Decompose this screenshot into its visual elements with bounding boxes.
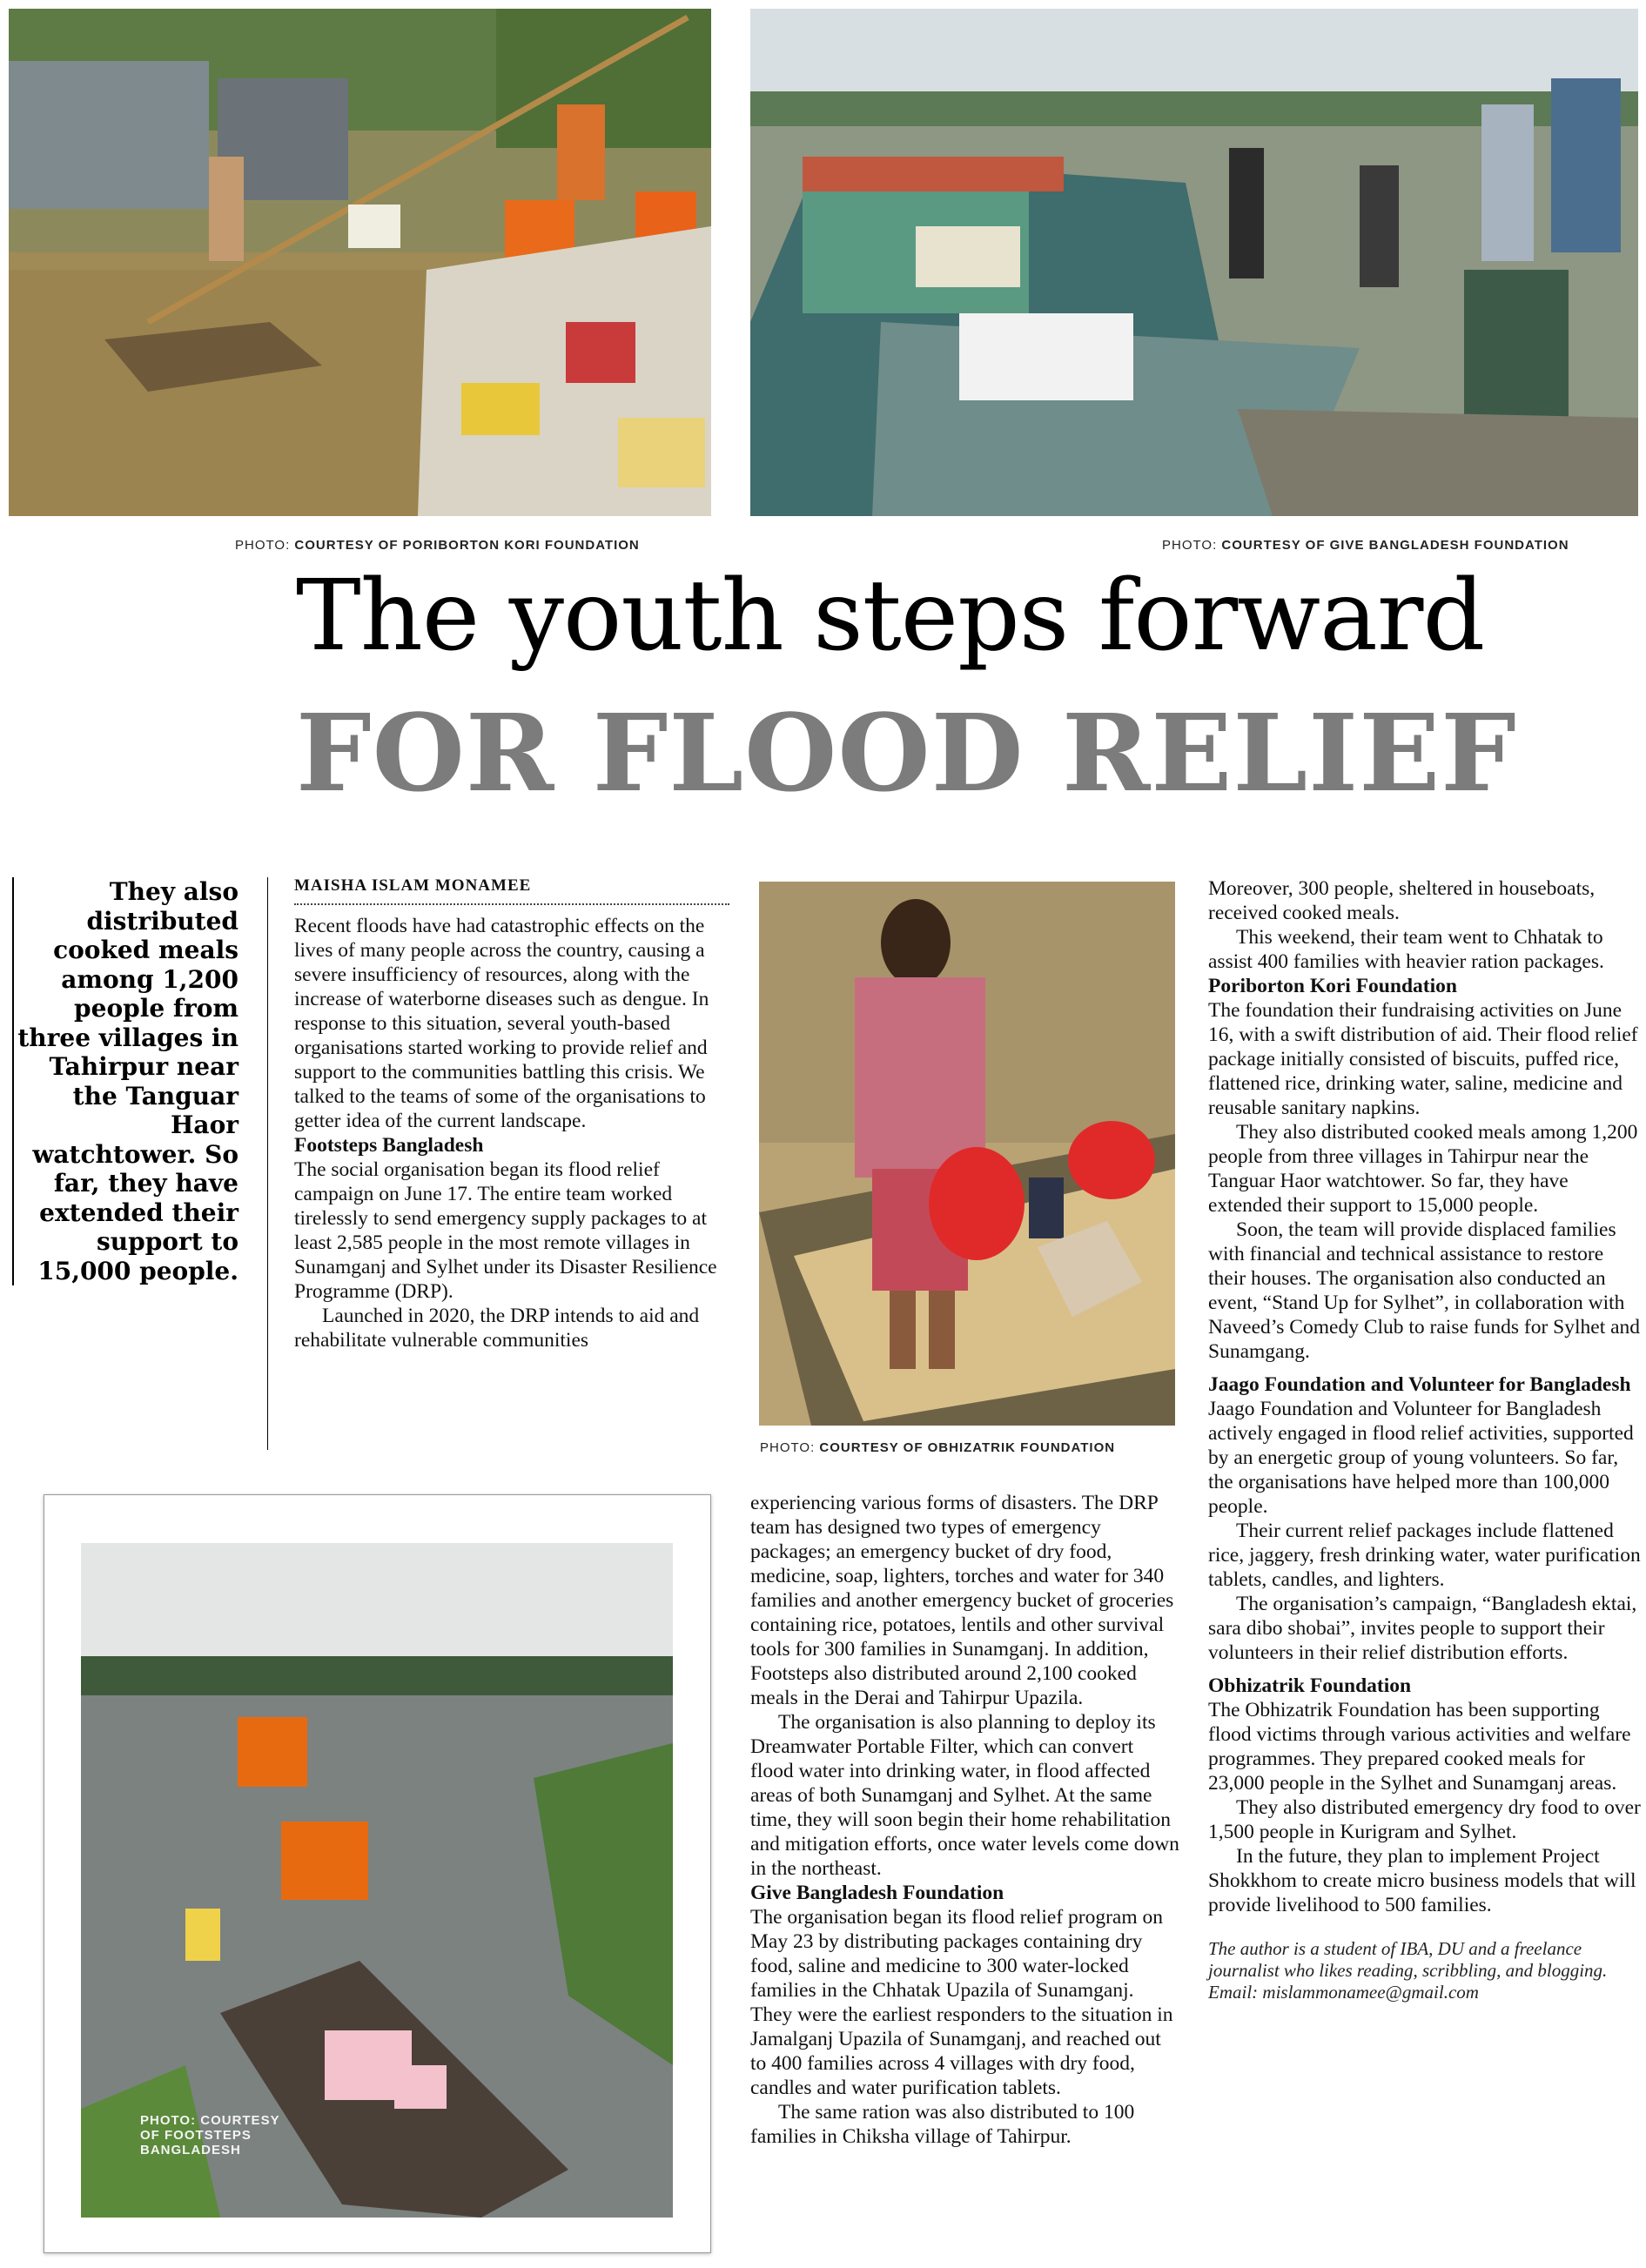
- paragraph: The Obhizatrik Foundation has been supporting flood victims through various activities and welfare programmes. They prepared cooked meals for 23,000 people in the Sylhet and Sunamganj areas.: [1208, 1699, 1631, 1795]
- paragraph: Moreover, 300 people, sheltered in houseboats, received cooked meals.: [1208, 877, 1596, 924]
- paragraph: Jaago Foundation and Volunteer for Bangladesh actively engaged in flood relief activities, supported by an energetic group of young volunteers. So far, the organisations have helped more than 100,000 people.: [1208, 1398, 1634, 1518]
- article-column-2: [750, 1491, 1180, 2149]
- photo-girl-on-boat: [759, 882, 1175, 1426]
- paragraph: In the future, they plan to implement Project Shokkhom to create micro business models that will provide livelihood to 500 families.: [1208, 1845, 1636, 1916]
- paragraph: experiencing various forms of disasters. The DRP team has designed two types of emergency packages; an emergency bucket of dry food, medicine, soap, lighters, torches and water for 340 families and another emergency bucket of groceries containing rice, potatoes, lentils and other survival tools for 300 families in Sunamganj. In addition, Footsteps also distributed around 2,100 cooked meals in the Derai and Tahirpur Upazila.: [750, 1492, 1174, 1709]
- subhead-give-bangladesh: Give Bangladesh Foundation: [750, 1882, 1004, 1904]
- photo-boat-loading: [750, 9, 1638, 516]
- photo-credit-obhizatrik: PHOTO: COURTESY OF OBHIZATRIK FOUNDATION: [760, 1440, 1116, 1455]
- paragraph: This weekend, their team went to Chhatak to assist 400 families with heavier ration packages.: [1208, 926, 1604, 973]
- paragraph: The organisation’s campaign, “Bangladesh ektai, sara dibo shobai”, invites people to support their volunteers in their relief distribution efforts.: [1208, 1593, 1637, 1664]
- article-column-1: [294, 874, 729, 1352]
- subhead-obhizatrik: Obhizatrik Foundation: [1208, 1674, 1412, 1697]
- photo-flood-raft: [9, 9, 711, 516]
- paragraph: The foundation their fundraising activities on June 16, with a swift distribution of aid. Their flood relief package initially consisted of biscuits, puffed rice, flattened rice, drinking water, saline, medicine and reusable sanitary napkins.: [1208, 999, 1638, 1119]
- paragraph: Soon, the team will provide displaced families with financial and technical assistance to restore their houses. The organisation also conducted an event, “Stand Up for Sylhet”, in collaboration with Naveed’s Comedy Club to raise funds for Sylhet and Sunamgang.: [1208, 1218, 1641, 1363]
- paragraph: They also distributed emergency dry food to over 1,500 people in Kurigram and Sylhet.: [1208, 1796, 1641, 1843]
- headline-line-2: FOR FLOOD RELIEF: [296, 690, 1517, 815]
- paragraph: Their current relief packages include flattened rice, jaggery, fresh drinking water, water purification tablets, candles, and lighters.: [1208, 1520, 1641, 1591]
- paragraph: The social organisation began its flood relief campaign on June 17. The entire team worked tirelessly to send emergency supply packages to at least 2,585 people in the most remote villages in Sunamganj and Sylhet under its Disaster Resilience Programme (DRP).: [294, 1158, 717, 1303]
- subhead-poriborton: Poriborton Kori Foundation: [1208, 975, 1457, 997]
- article-column-3: [1208, 876, 1641, 2003]
- pull-quote: They also distributed cooked meals among 1,200 people from three villages in Tahirpur near the Tanguar Haor watchtower. So far, they have extended their support to 15,000 people.: [12, 877, 239, 1285]
- headline-line-1: The youth steps forward: [296, 560, 1485, 673]
- byline: MAISHA ISLAM MONAMEE: [294, 874, 729, 905]
- subhead-footsteps: Footsteps Bangladesh: [294, 1134, 484, 1157]
- paragraph: The organisation is also planning to deploy its Dreamwater Portable Filter, which can convert flood water into drinking water, in flood affected areas of both Sunamganj and Sylhet. At the same time, they will soon begin their home rehabilitation and mitigation efforts, once water levels come down in the northeast.: [750, 1711, 1179, 1880]
- author-note: The author is a student of IBA, DU and a freelance journalist who likes reading, scribbling, and blogging. Email: mislammonamee@gmail.com: [1208, 1938, 1608, 2003]
- paragraph: Launched in 2020, the DRP intends to aid and rehabilitate vulnerable communities: [294, 1305, 700, 1352]
- photo-credit-give-bangladesh: PHOTO: COURTESY OF GIVE BANGLADESH FOUNDATION: [1162, 538, 1569, 553]
- paragraph: The organisation began its flood relief program on May 23 by distributing packages containing dry food, saline and medicine to 300 water-locked families in the Chhatak Upazila of Sunamganj. They were the earliest responders to the situation in Jamalganj Upazila of Sunamganj, and reached out to 400 families across 4 villages with dry food, candles and water purification tablets.: [750, 1906, 1173, 2099]
- subhead-jaago: Jaago Foundation and Volunteer for Bangladesh: [1208, 1373, 1631, 1396]
- paragraph: The same ration was also distributed to 100 families in Chiksha village of Tahirpur.: [750, 2101, 1135, 2148]
- intro-paragraph: Recent floods have had catastrophic effects on the lives of many people across the country, causing a severe insufficiency of resources, along with the increase of waterborne diseases such as dengue. In response to this situation, several youth-based organisations started working to provide relief and support to the communities battling this crisis. We talked to the teams of some of the organisations to getter idea of the current landscape.: [294, 915, 709, 1132]
- paragraph: They also distributed cooked meals among 1,200 people from three villages in Tahirpur near the Tanguar Haor watchtower. So far, they have extended their support to 15,000 people.: [1208, 1121, 1638, 1217]
- column-divider: [267, 877, 268, 1450]
- photo-frame-footsteps: [44, 1494, 711, 2253]
- photo-credit-poriborton: PHOTO: COURTESY OF PORIBORTON KORI FOUNDATION: [235, 538, 640, 553]
- photo-credit-footsteps: PHOTO: COURTESY OF FOOTSTEPS BANGLADESH: [140, 2113, 280, 2157]
